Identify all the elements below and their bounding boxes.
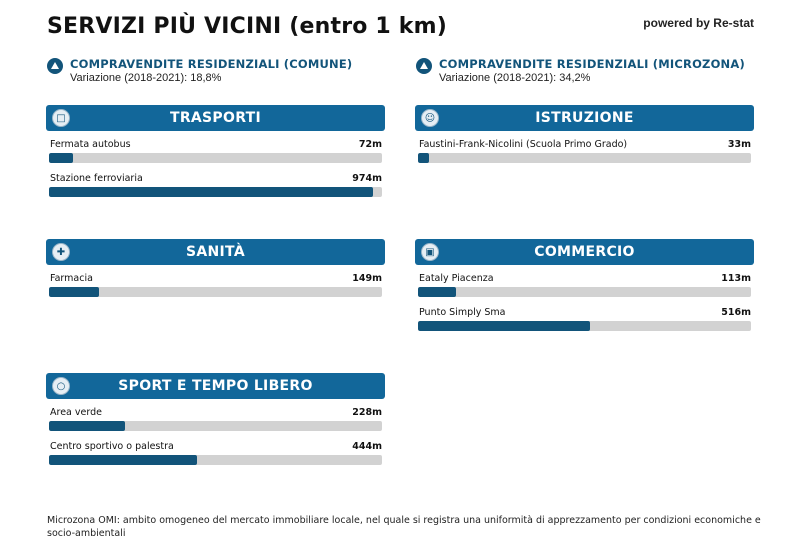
stat-heading: COMPRAVENDITE RESIDENZIALI (MICROZONA) — [439, 57, 745, 71]
distance-bar — [49, 187, 382, 197]
service-label: Area verde — [50, 407, 102, 418]
powered-by-label: powered by Re-stat — [643, 16, 754, 30]
service-label: Fermata autobus — [50, 139, 131, 150]
distance-bar-fill — [49, 187, 373, 197]
bus-icon: □ — [52, 109, 70, 127]
service-distance: 72m — [358, 139, 382, 150]
service-label: Stazione ferroviaria — [50, 173, 143, 184]
section-title: SPORT E TEMPO LIBERO — [118, 378, 313, 394]
list-item — [415, 299, 754, 333]
service-distance: 974m — [352, 173, 382, 184]
section-trasporti — [46, 105, 385, 199]
list-item — [415, 131, 754, 165]
service-label: Faustini-Frank-Nicolini (Scuola Primo Grado) — [419, 139, 628, 150]
service-distance: 444m — [352, 441, 382, 452]
service-distance: 149m — [352, 273, 382, 284]
stat-subtitle: Variazione (2018-2021): 34,2% — [439, 72, 591, 84]
section-sanita — [46, 239, 385, 299]
distance-bar-fill — [49, 153, 73, 163]
section-sport — [46, 373, 385, 467]
distance-bar-fill — [418, 287, 456, 297]
section-banner — [415, 239, 754, 265]
distance-bar — [418, 287, 751, 297]
distance-bar — [418, 321, 751, 331]
section-title: SANITÀ — [186, 244, 245, 260]
section-commercio — [415, 239, 754, 333]
section-banner — [46, 239, 385, 265]
section-banner — [46, 105, 385, 131]
service-label: Farmacia — [50, 273, 93, 284]
service-label: Punto Simply Sma — [419, 307, 506, 318]
section-title: COMMERCIO — [534, 244, 635, 260]
list-item — [46, 131, 385, 165]
distance-bar-fill — [49, 287, 99, 297]
distance-bar — [49, 287, 382, 297]
list-item — [46, 433, 385, 467]
distance-bar — [49, 455, 382, 465]
list-item — [46, 399, 385, 433]
list-item — [46, 265, 385, 299]
stat-subtitle: Variazione (2018-2021): 18,8% — [70, 72, 222, 84]
list-item — [46, 165, 385, 199]
stat-heading: COMPRAVENDITE RESIDENZIALI (COMUNE) — [70, 57, 353, 71]
distance-bar-fill — [418, 153, 429, 163]
distance-bar — [418, 153, 751, 163]
section-banner — [415, 105, 754, 131]
cart-icon: ▣ — [421, 243, 439, 261]
section-title: ISTRUZIONE — [535, 110, 634, 126]
distance-bar-fill — [418, 321, 590, 331]
section-istruzione — [415, 105, 754, 165]
distance-bar — [49, 421, 382, 431]
triangle-up-icon — [416, 58, 432, 74]
page-title: SERVIZI PIÙ VICINI (entro 1 km) — [47, 14, 448, 39]
service-label: Eataly Piacenza — [419, 273, 494, 284]
distance-bar-fill — [49, 421, 125, 431]
section-banner — [46, 373, 385, 399]
distance-bar — [49, 153, 382, 163]
list-item — [415, 265, 754, 299]
footer-note: Microzona OMI: ambito omogeneo del mercato immobiliare locale, nel quale si registra una uniformità di apprezzamento per condizioni economiche e socio-ambientali — [47, 515, 761, 539]
distance-bar-fill — [49, 455, 197, 465]
service-distance: 516m — [721, 307, 751, 318]
service-label: Centro sportivo o palestra — [50, 441, 174, 452]
medical-icon: ✚ — [52, 243, 70, 261]
tennis-ball-icon: ○ — [52, 377, 70, 395]
service-distance: 113m — [721, 273, 751, 284]
student-icon: ☺ — [421, 109, 439, 127]
service-distance: 228m — [352, 407, 382, 418]
service-distance: 33m — [727, 139, 751, 150]
triangle-up-icon — [47, 58, 63, 74]
section-title: TRASPORTI — [169, 110, 262, 126]
